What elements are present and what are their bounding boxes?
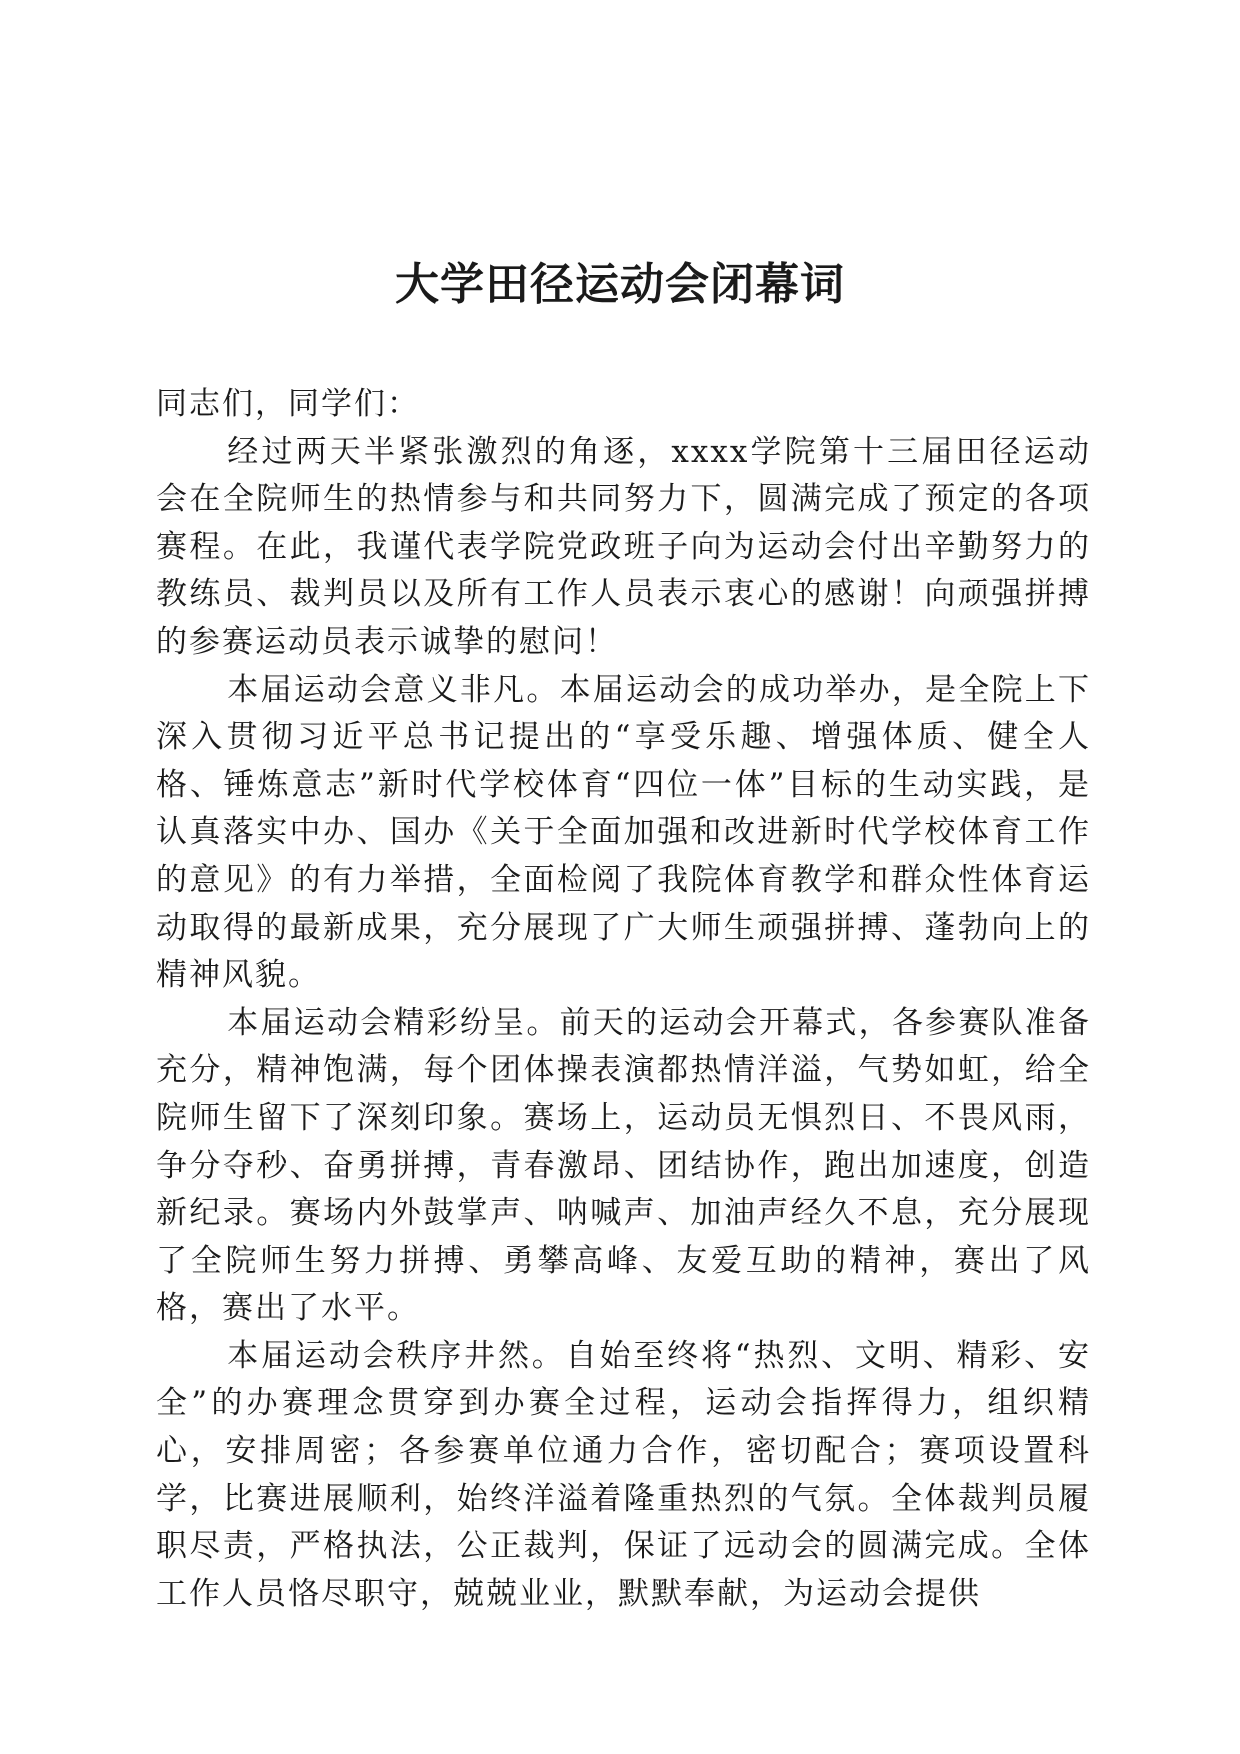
paragraph-order: 本届运动会秩序井然。自始至终将“热烈、文明、精彩、安全”的办赛理念贯穿到办赛全过程，运动会指挥得力，组织精心，安排周密；各参赛单位通力合作，密切配合；赛项设置科学，比赛进展顺利，始终洋溢着隆重热烈的气氛。全体裁判员履职尽责，严格执法，公正裁判，保证了远动会的圆满完成。全体工作人员恪尽职守，兢兢业业，默默奉献，为运动会提供 xyxy=(156,1337,1091,1612)
paragraph-significance: 本届运动会意义非凡。本届运动会的成功举办，是全院上下深入贯彻习近平总书记提出的“享受乐趣、增强体质、健全人格、锤炼意志”新时代学校体育“四位一体”目标的生动实践，是认真落实中办、国办《关于全面加强和改进新时代学校体育工作的意见》的有力举措，全面检阅了我院体育教学和群众性体育运动取得的最新成果，充分展现了广大师生顽强拼搏、蓬勃向上的精神风貌。 xyxy=(156,671,1091,994)
document-body xyxy=(156,381,1091,1618)
salutation: 同志们，同学们： xyxy=(156,386,420,422)
paragraph-opening: 经过两天半紧张激烈的角逐，xxxx学院第十三届田径运动会在全院师生的热情参与和共同努力下，圆满完成了预定的各项赛程。在此，我谨代表学院党政班子向为运动会付出辛勤努力的教练员、裁判员以及所有工作人员表示衷心的感谢！向顽强拼搏的参赛运动员表示诚挚的慰问！ xyxy=(156,433,1091,660)
document-title: 大学田径运动会闭幕词 xyxy=(395,259,845,310)
paragraph-highlights: 本届运动会精彩纷呈。前天的运动会开幕式，各参赛队准备充分，精神饱满，每个团体操表演都热情洋溢，气势如虹，给全院师生留下了深刻印象。赛场上，运动员无惧烈日、不畏风雨，争分夺秒、奋勇拼搏，青春激昂、团结协作，跑出加速度，创造新纪录。赛场内外鼓掌声、呐喊声、加油声经久不息，充分展现了全院师生努力拼搏、勇攀高峰、友爱互助的精神，赛出了风格，赛出了水平。 xyxy=(156,1004,1091,1327)
